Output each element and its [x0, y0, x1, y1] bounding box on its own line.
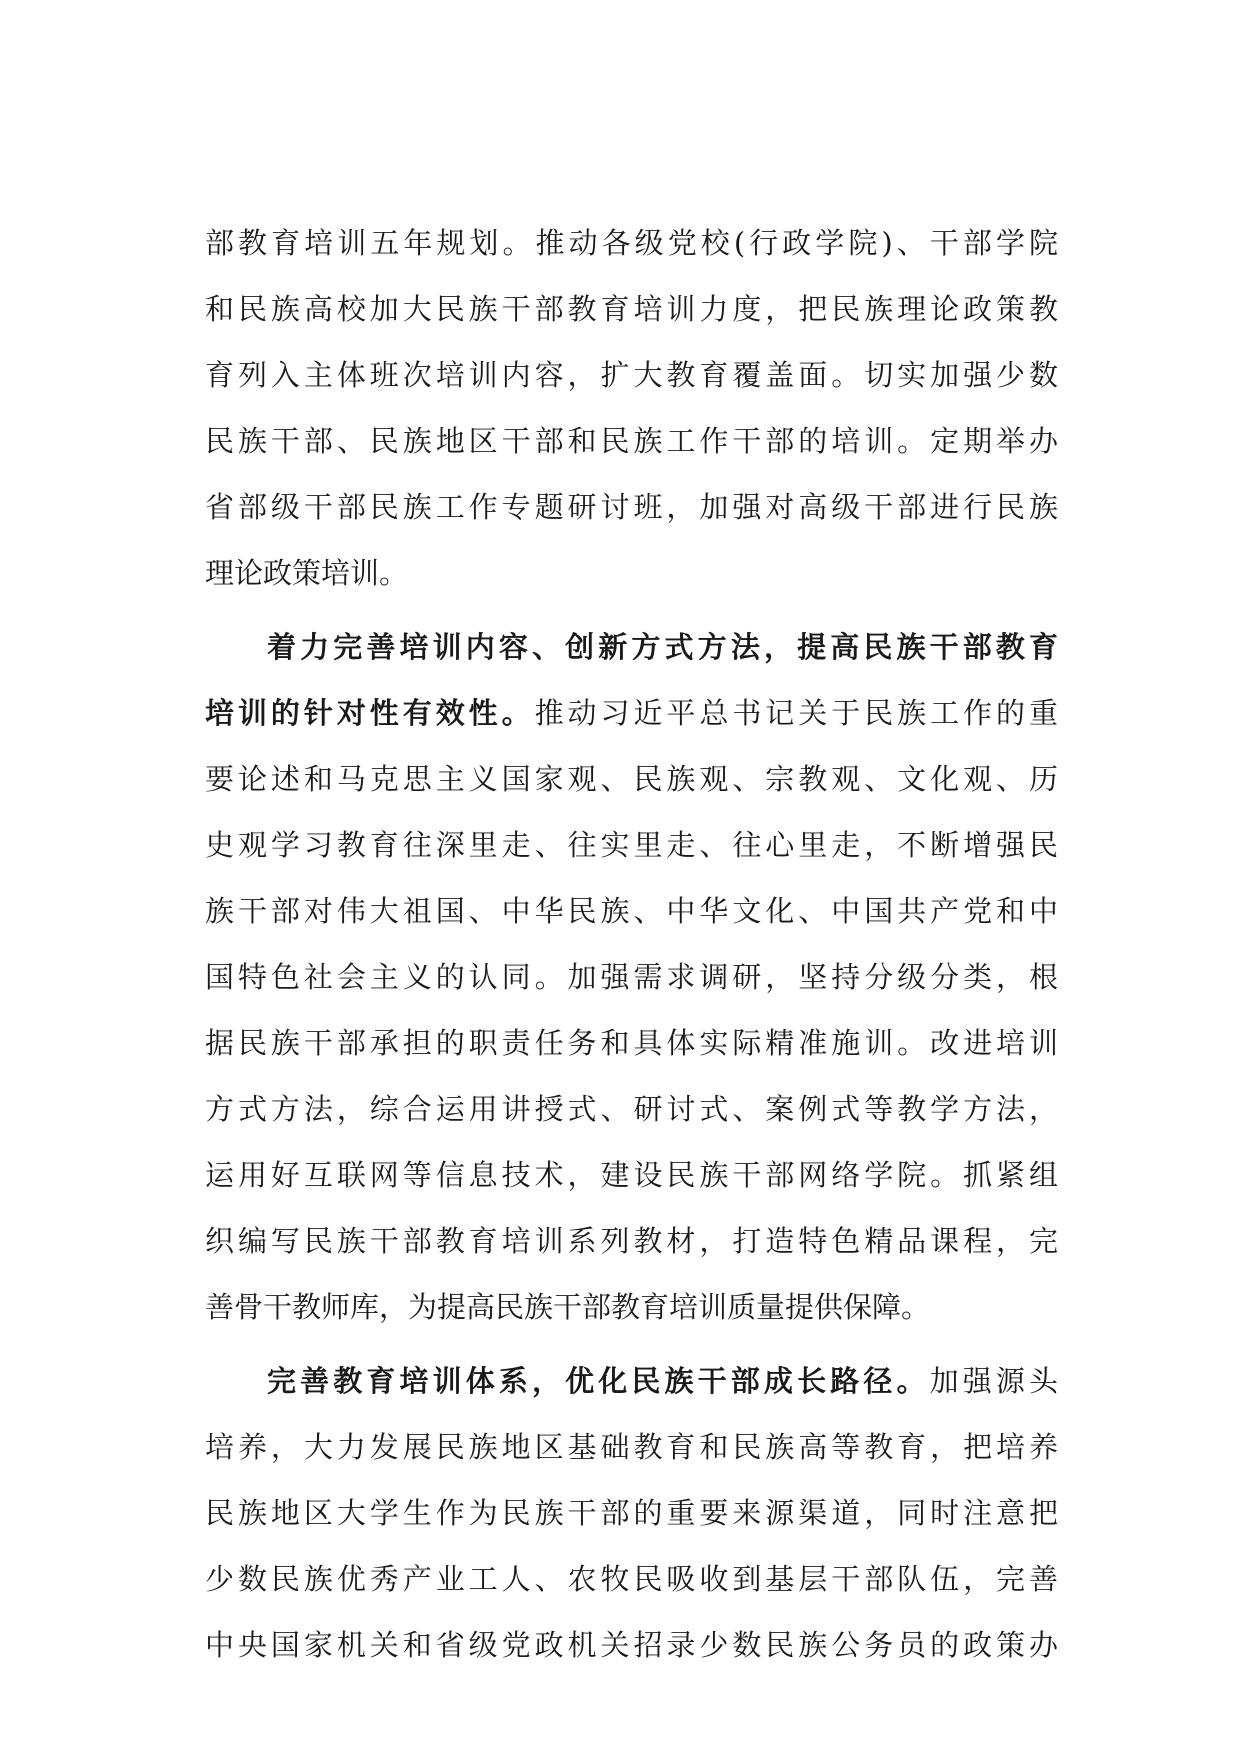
paragraph-3	[205, 1360, 1058, 1666]
text-line: 善骨干教师库，为提高民族干部教育培训质量提供保障。	[205, 1290, 931, 1324]
text-line: 方式方法，综合运用讲授式、研讨式、案例式等教学方法，	[205, 1092, 1058, 1126]
text-line: 育列入主体班次培训内容，扩大教育覆盖面。切实加强少数	[205, 358, 1058, 392]
text-line: 要论述和马克思主义国家观、民族观、宗教观、文化观、历	[205, 762, 1058, 796]
text-line: 民族地区大学生作为民族干部的重要来源渠道，同时注意把	[205, 1496, 1058, 1530]
paragraph-heading: 着力完善培训内容、创新方式方法，提高民族干部教育	[267, 630, 1058, 664]
text-line: 据民族干部承担的职责任务和具体实际精准施训。改进培训	[205, 1026, 1058, 1060]
text-line: 理论政策培训。	[205, 556, 409, 590]
text-line: 族干部对伟大祖国、中华民族、中华文化、中国共产党和中	[205, 894, 1058, 928]
text-line: 中央国家机关和省级党政机关招录少数民族公务员的政策办	[205, 1628, 1058, 1662]
paragraph-heading: 培训的针对性有效性。	[205, 696, 535, 730]
text-line: 民族干部、民族地区干部和民族工作干部的培训。定期举办	[205, 424, 1058, 458]
text-line: 部教育培训五年规划。推动各级党校(行政学院)、干部学院	[205, 226, 1058, 260]
text-line: 培养，大力发展民族地区基础教育和民族高等教育，把培养	[205, 1430, 1058, 1464]
paragraph-1	[205, 222, 1058, 594]
text-line: 国特色社会主义的认同。加强需求调研，坚持分级分类，根	[205, 960, 1058, 994]
text-line: 史观学习教育往深里走、往实里走、往心里走，不断增强民	[205, 828, 1058, 862]
paragraph-heading: 完善教育培训体系，优化民族干部成长路径。	[267, 1364, 930, 1398]
text-line: 和民族高校加大民族干部教育培训力度，把民族理论政策教	[205, 292, 1058, 326]
paragraph-2	[205, 626, 1058, 1328]
document-page	[205, 222, 1058, 1690]
text-line: 培训的针对性有效性。推动习近平总书记关于民族工作的重	[205, 696, 1058, 730]
text-line	[205, 626, 1058, 668]
text-line: 少数民族优秀产业工人、农牧民吸收到基层干部队伍，完善	[205, 1562, 1058, 1596]
text-line: 省部级干部民族工作专题研讨班，加强对高级干部进行民族	[205, 490, 1058, 524]
text-line: 完善教育培训体系，优化民族干部成长路径。加强源头	[267, 1364, 1058, 1398]
text-line: 织编写民族干部教育培训系列教材，打造特色精品课程，完	[205, 1224, 1058, 1258]
text-line: 运用好互联网等信息技术，建设民族干部网络学院。抓紧组	[205, 1158, 1058, 1192]
